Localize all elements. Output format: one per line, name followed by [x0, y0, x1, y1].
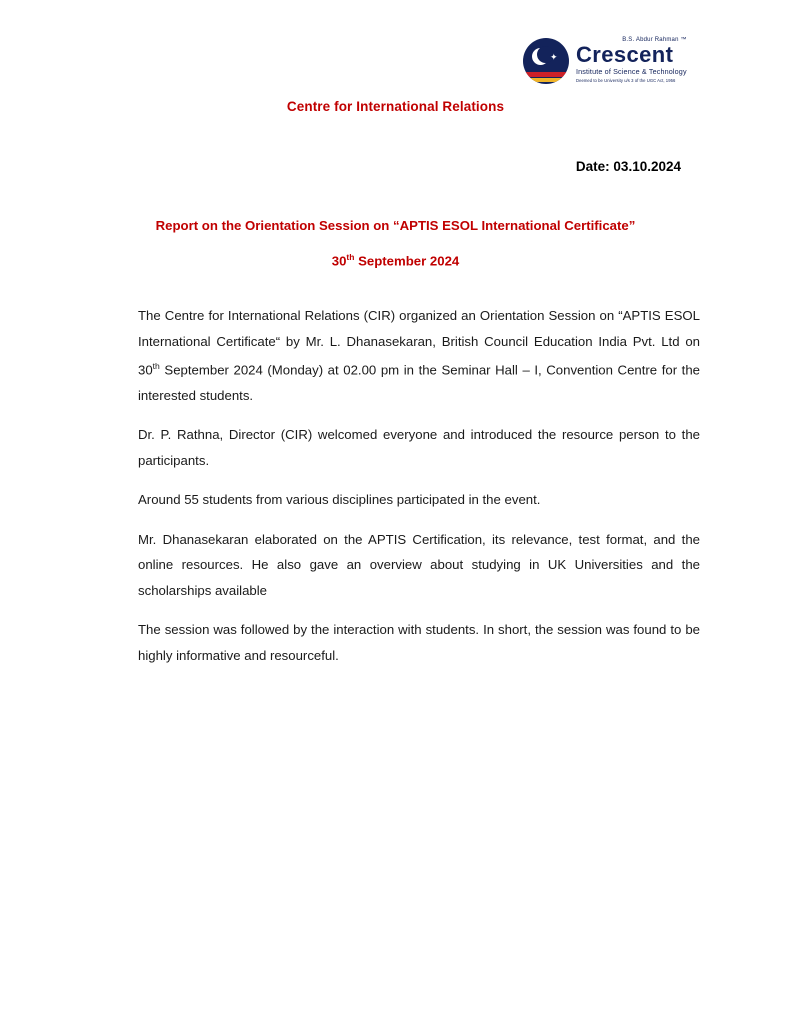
paragraph-1-part-1: The Centre for International Relations (CIR) organized an Orientation Session on “APTIS ESOL International Certificate“ by Mr. L. Dhanasekaran, British Council Education India Pvt. Ltd on 30 — [138, 308, 700, 378]
crescent-star-icon — [523, 38, 569, 84]
paragraph-1-part-2: September 2024 (Monday) at 02.00 pm in the Seminar Hall – I, Convention Centre for the interested students. — [138, 362, 700, 403]
report-title-day-suffix: th — [346, 252, 355, 262]
department-title: Centre for International Relations — [286, 99, 505, 114]
paragraph-4: Mr. Dhanasekaran elaborated on the APTIS Certification, its relevance, test format, and the online resources. He also gave an overview about studying in UK Universities and the scholarships available — [138, 531, 700, 598]
paragraph-5: The session was followed by the interaction with students. In short, the session was found to be highly informative and resourceful. — [138, 622, 700, 663]
logo-subtitle: Institute of Science & Technology — [576, 67, 687, 76]
report-title-line1: Report on the Orientation Session on “APTIS ESOL International Certificate” — [155, 218, 636, 233]
logo-stripe-red — [523, 72, 569, 77]
paragraph-1 — [138, 303, 700, 408]
logo-text-block — [576, 36, 687, 83]
logo-name: Crescent — [576, 42, 674, 67]
logo-stripe-yellow — [523, 78, 569, 82]
report-title — [93, 215, 698, 272]
report-title-line2 — [93, 246, 698, 272]
star-icon: ✦ — [550, 52, 558, 62]
report-title-day: 30 — [331, 253, 347, 269]
paragraph-2: Dr. P. Rathna, Director (CIR) welcomed everyone and introduced the resource person to the participants. — [138, 427, 700, 468]
logo-fine-print: Deemed to be University u/s 3 of the UGC Act, 1956 — [576, 78, 676, 83]
report-body — [138, 303, 700, 668]
document-date: Date: 03.10.2024 — [575, 159, 681, 174]
report-title-month-year: September 2024 — [354, 253, 460, 269]
paragraph-3: Around 55 students from various disciplines participated in the event. — [138, 492, 541, 508]
logo-sup-text: B.S. Abdur Rahman ™ — [622, 37, 687, 43]
paragraph-1-ordinal-suffix: th — [152, 361, 160, 371]
institute-logo — [523, 36, 703, 90]
